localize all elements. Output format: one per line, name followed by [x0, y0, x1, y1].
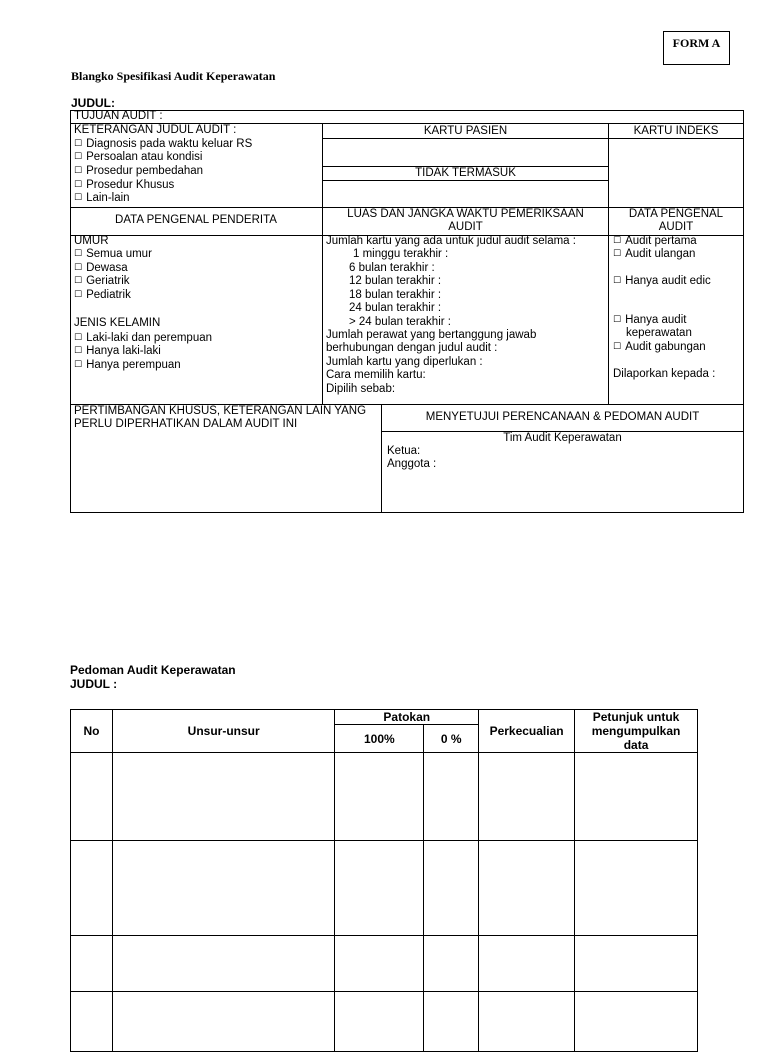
checkbox-icon[interactable]: ☐: [613, 342, 622, 352]
audit-item[interactable]: ☐ Hanya audit edic: [613, 275, 711, 287]
jenis-kelamin-item[interactable]: ☐ Hanya laki-laki: [74, 345, 161, 357]
audit-item[interactable]: ☐ Audit gabungan: [613, 341, 706, 353]
pedoman-judul: JUDUL :: [70, 677, 118, 691]
luas-header-line2: AUDIT: [448, 221, 483, 233]
dilaporkan-label: Dilaporkan kepada :: [613, 368, 716, 380]
umur-item[interactable]: ☐ Semua umur: [74, 248, 152, 260]
umur-label: UMUR: [74, 235, 109, 247]
audit-item-continued: keperawatan: [626, 327, 692, 339]
jumlah-kartu-label: Jumlah kartu yang ada untuk judul audit selama :: [326, 235, 576, 247]
period-1-minggu: 1 minggu terakhir :: [353, 248, 449, 260]
cell-perkecualian[interactable]: [479, 992, 575, 1052]
umur-item[interactable]: ☐ Dewasa: [74, 262, 128, 274]
pedoman-title-block: [70, 663, 236, 691]
checkbox-icon[interactable]: ☐: [74, 166, 83, 176]
petunjuk-line3: data: [623, 738, 649, 752]
tim-audit-label: Tim Audit Keperawatan: [503, 432, 622, 444]
jenis-kelamin-item[interactable]: ☐ Laki-laki dan perempuan: [74, 332, 213, 344]
cell-no[interactable]: [71, 753, 113, 841]
checkbox-icon[interactable]: ☐: [613, 276, 622, 286]
checkbox-icon[interactable]: ☐: [74, 263, 83, 273]
ketua-label: Ketua:: [387, 445, 421, 457]
cell-0[interactable]: [424, 992, 479, 1052]
pertimbangan-line1: PERTIMBANGAN KHUSUS, KETERANGAN LAIN YANG: [74, 405, 367, 417]
table-row: [71, 936, 698, 992]
cell-unsur[interactable]: [112, 936, 334, 992]
jenis-kelamin-label: JENIS KELAMIN: [74, 317, 161, 329]
cell-perkecualian[interactable]: [479, 841, 575, 936]
tujuan-audit-label: TUJUAN AUDIT :: [74, 110, 163, 122]
cara-memilih-label: Cara memilih kartu:: [326, 369, 426, 381]
table-row: [71, 841, 698, 936]
period-12-bulan: 12 bulan terakhir :: [349, 275, 442, 287]
anggota-label: Anggota :: [387, 458, 437, 470]
tidak-termasuk-header: TIDAK TERMASUK: [415, 167, 516, 179]
pedoman-table: [70, 709, 698, 1052]
cell-unsur[interactable]: [112, 753, 334, 841]
umur-item[interactable]: ☐ Geriatrik: [74, 275, 130, 287]
kartu-diperlukan-label: Jumlah kartu yang diperlukan :: [326, 356, 483, 368]
checkbox-icon[interactable]: ☐: [613, 236, 622, 246]
keterangan-judul-label: KETERANGAN JUDUL AUDIT :: [74, 124, 237, 136]
data-pengenal-audit-line2: AUDIT: [658, 221, 694, 233]
cell-petunjuk[interactable]: [575, 753, 698, 841]
pertimbangan-line2: PERLU DIPERHATIKAN DALAM AUDIT INI: [74, 418, 298, 430]
period-6-bulan: 6 bulan terakhir :: [349, 262, 435, 274]
checkbox-icon[interactable]: ☐: [613, 315, 622, 325]
perawat-line2: berhubungan dengan judul audit :: [326, 342, 498, 354]
audit-item[interactable]: ☐ Audit ulangan: [613, 248, 696, 260]
keterangan-item[interactable]: ☐ Persoalan atau kondisi: [74, 151, 203, 163]
cell-0[interactable]: [424, 841, 479, 936]
checkbox-icon[interactable]: ☐: [74, 346, 83, 356]
pedoman-title: Pedoman Audit Keperawatan: [70, 663, 236, 677]
cell-100[interactable]: [335, 841, 424, 936]
kartu-indeks-header: KARTU INDEKS: [633, 125, 719, 137]
checkbox-icon[interactable]: ☐: [74, 249, 83, 259]
header-100: 100%: [335, 725, 424, 753]
data-pengenal-penderita-header: DATA PENGENAL PENDERITA: [115, 214, 277, 226]
cell-unsur[interactable]: [112, 841, 334, 936]
cell-0[interactable]: [424, 753, 479, 841]
cell-petunjuk[interactable]: [575, 841, 698, 936]
cell-petunjuk[interactable]: [575, 936, 698, 992]
cell-no[interactable]: [71, 841, 113, 936]
kartu-pasien-header: KARTU PASIEN: [423, 125, 508, 137]
cell-no[interactable]: [71, 992, 113, 1052]
petunjuk-line1: Petunjuk untuk: [592, 710, 680, 724]
audit-item[interactable]: ☐ Hanya audit: [613, 314, 687, 326]
audit-specification-form: [70, 110, 744, 513]
menyetujui-header: MENYETUJUI PERENCANAAN & PEDOMAN AUDIT: [425, 411, 700, 423]
keterangan-item[interactable]: ☐ Prosedur pembedahan: [74, 165, 204, 177]
cell-perkecualian[interactable]: [479, 936, 575, 992]
checkbox-icon[interactable]: ☐: [74, 180, 83, 190]
document-title: Blangko Spesifikasi Audit Keperawatan: [71, 69, 276, 83]
umur-item[interactable]: ☐ Pediatrik: [74, 289, 131, 301]
checkbox-icon[interactable]: ☐: [74, 152, 83, 162]
cell-perkecualian[interactable]: [479, 753, 575, 841]
petunjuk-line2: mengumpulkan: [591, 724, 681, 738]
header-perkecualian: Perkecualian: [479, 710, 575, 753]
table-row: [71, 992, 698, 1052]
header-unsur: Unsur-unsur: [112, 710, 334, 753]
checkbox-icon[interactable]: ☐: [74, 139, 83, 149]
keterangan-item[interactable]: ☐ Prosedur Khusus: [74, 179, 175, 191]
header-petunjuk: [575, 710, 698, 753]
header-0: 0 %: [424, 725, 479, 753]
header-no: No: [71, 710, 113, 753]
cell-100[interactable]: [335, 936, 424, 992]
judul-label: JUDUL:: [71, 96, 115, 110]
checkbox-icon[interactable]: ☐: [74, 333, 83, 343]
period-18-bulan: 18 bulan terakhir :: [349, 289, 442, 301]
form-label: FORM A: [663, 31, 730, 65]
checkbox-icon[interactable]: ☐: [74, 276, 83, 286]
period-over-24-bulan: > 24 bulan terakhir :: [349, 316, 451, 328]
cell-100[interactable]: [335, 753, 424, 841]
jenis-kelamin-item[interactable]: ☐ Hanya perempuan: [74, 359, 181, 371]
cell-no[interactable]: [71, 936, 113, 992]
data-pengenal-audit-line1: DATA PENGENAL: [628, 208, 724, 220]
keterangan-item[interactable]: ☐ Diagnosis pada waktu keluar RS: [74, 138, 253, 150]
checkbox-icon[interactable]: ☐: [74, 290, 83, 300]
cell-100[interactable]: [335, 992, 424, 1052]
audit-item[interactable]: ☐ Audit pertama: [613, 235, 697, 247]
checkbox-icon[interactable]: ☐: [613, 249, 622, 259]
luas-header-line1: LUAS DAN JANGKA WAKTU PEMERIKSAAN: [347, 208, 584, 220]
cell-petunjuk[interactable]: [575, 992, 698, 1052]
cell-unsur[interactable]: [112, 992, 334, 1052]
dipilih-sebab-label: Dipilih sebab:: [326, 383, 396, 395]
period-24-bulan: 24 bulan terakhir :: [349, 302, 442, 314]
checkbox-icon[interactable]: ☐: [74, 193, 83, 203]
cell-0[interactable]: [424, 936, 479, 992]
perawat-line1: Jumlah perawat yang bertanggung jawab: [326, 329, 537, 341]
checkbox-icon[interactable]: ☐: [74, 360, 83, 370]
table-row: [71, 753, 698, 841]
header-patokan: Patokan: [335, 710, 479, 725]
keterangan-item[interactable]: ☐ Lain-lain: [74, 192, 130, 204]
